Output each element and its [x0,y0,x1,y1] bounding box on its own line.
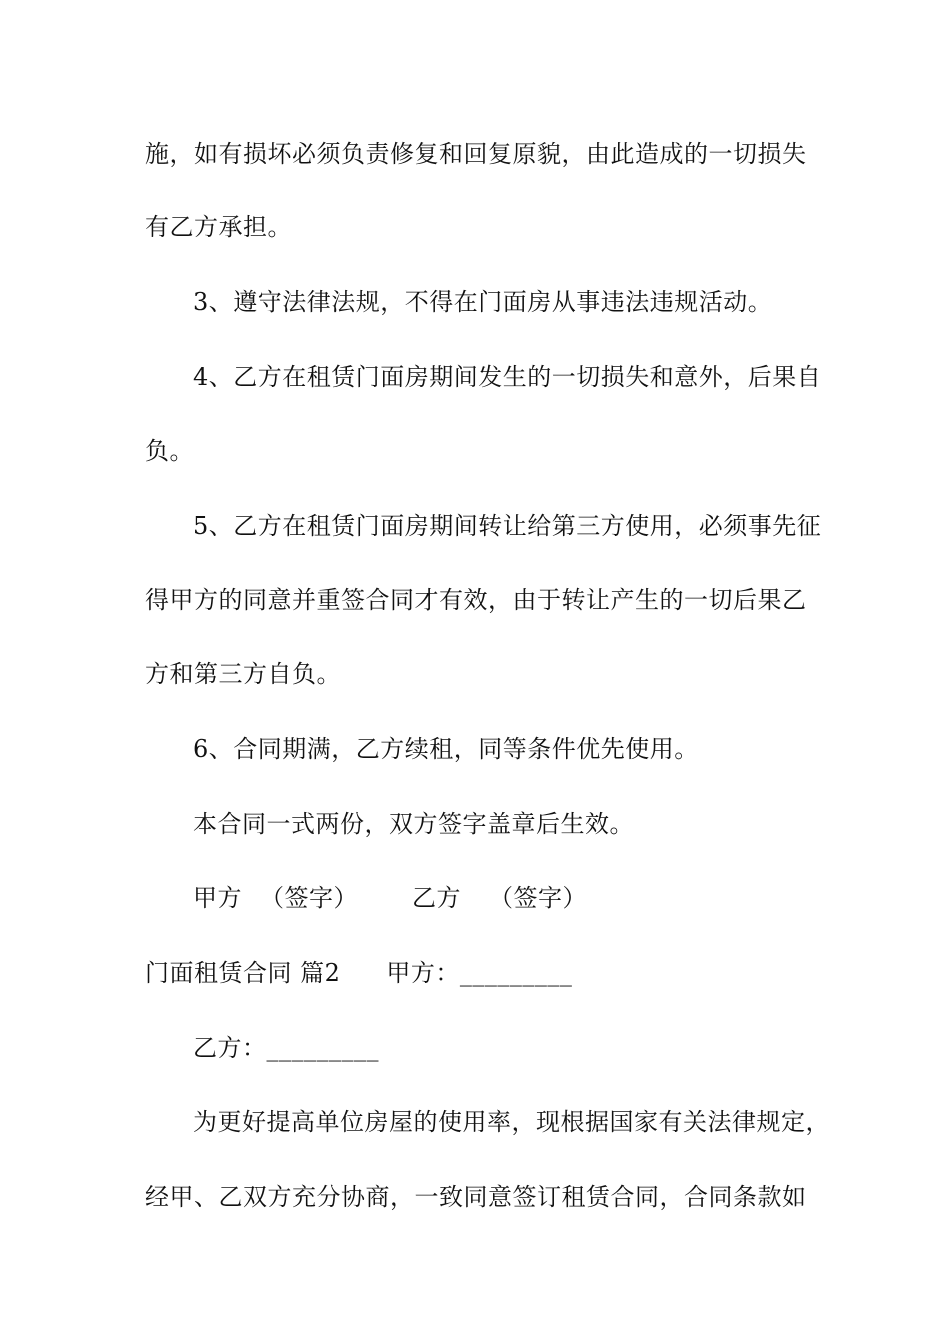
party-b-field: 乙方：_________ [193,1034,379,1062]
paragraph-line: 施，如有损坏必须负责修复和回复原貌，由此造成的一切损失 [145,140,807,168]
clause-6: 6、合同期满，乙方续租，同等条件优先使用。 [193,735,699,763]
clause-4: 4、乙方在租赁门面房期间发生的一切损失和意外，后果自 [193,363,822,391]
party-b-sign: （签字） [489,884,587,912]
party-b-label: 乙方 [412,884,461,912]
closing-statement: 本合同一式两份，双方签字盖章后生效。 [193,810,634,838]
paragraph-line: 方和第三方自负。 [145,660,341,688]
paragraph-line: 得甲方的同意并重签合同才有效，由于转让产生的一切后果乙 [145,586,807,614]
clause-5: 5、乙方在租赁门面房期间转让给第三方使用，必须事先征 [193,512,822,540]
party-a-label: 甲方 [193,884,242,912]
section2-header [145,958,572,988]
paragraph-line: 负。 [145,437,194,465]
paragraph-line: 为更好提高单位房屋的使用率，现根据国家有关法律规定， [193,1108,830,1136]
paragraph-line: 有乙方承担。 [145,213,292,241]
party-a-field: 甲方：_________ [386,959,573,987]
clause-3: 3、遵守法律法规，不得在门面房从事违法违规活动。 [193,288,773,316]
paragraph-line: 经甲、乙双方充分协商，一致同意签订租赁合同，合同条款如 [145,1183,807,1211]
signature-line [193,883,587,913]
section2-title: 门面租赁合同 篇2 [145,959,341,987]
party-a-sign: （签字） [260,884,358,912]
